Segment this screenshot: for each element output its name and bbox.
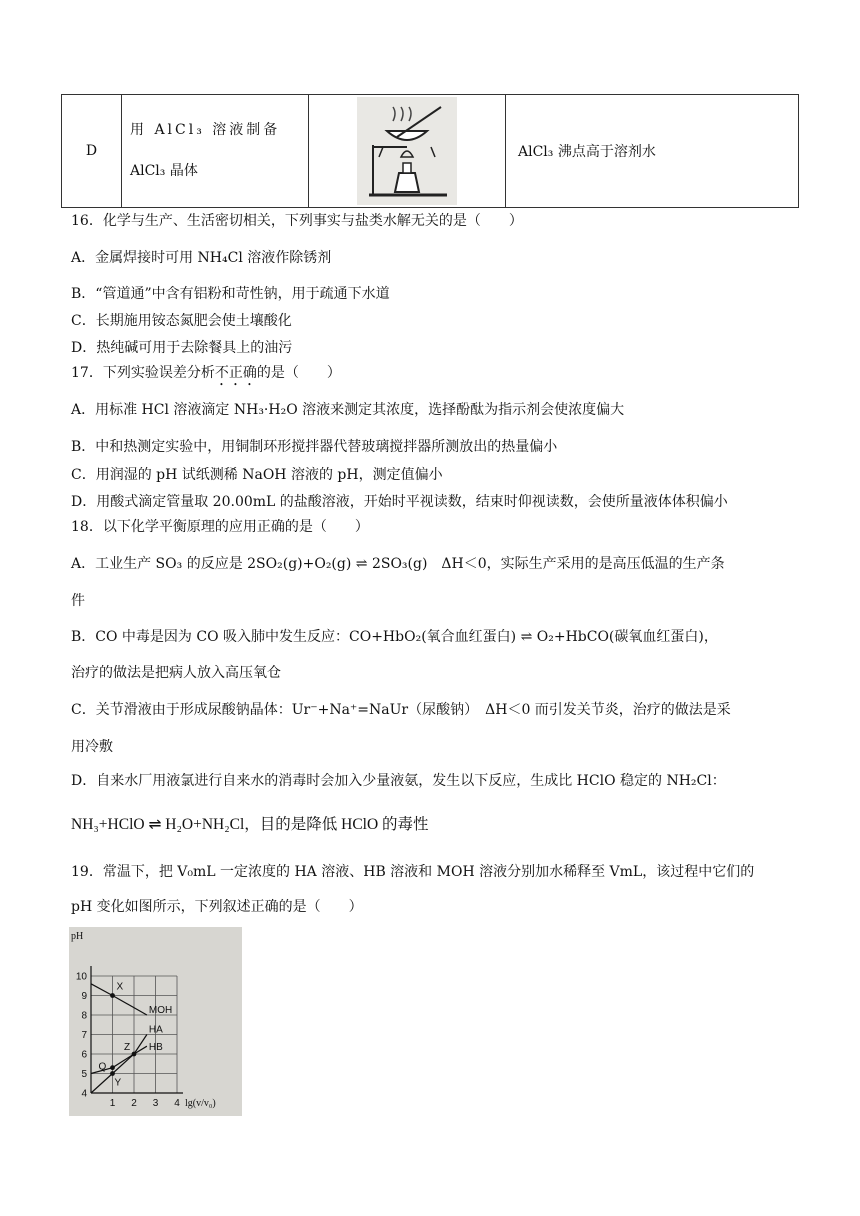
- y-tick-label: 6: [81, 1049, 87, 1061]
- q17-option-b: B．中和热测定实验中，用铜制环形搅拌器代替玻璃搅拌器所测放出的热量偏小: [71, 439, 558, 455]
- q16-option-b: B．“管道通”中含有铝粉和苛性钠，用于疏通下水道: [71, 286, 390, 302]
- q19-stem-line2: pH 变化如图所示，下列叙述正确的是（ ）: [71, 899, 363, 915]
- point-q: [110, 1065, 115, 1070]
- point-label-x: X: [116, 981, 124, 993]
- series-label-ha: HA: [148, 1024, 163, 1036]
- point-label-q: Q: [98, 1061, 107, 1073]
- y-tick-label: 9: [81, 991, 87, 1002]
- q16-stem: 16．化学与生产、生活密切相关，下列事实与盐类水解无关的是（ ）: [71, 213, 523, 229]
- y-tick-label: 10: [75, 971, 87, 983]
- point-z: [132, 1052, 137, 1057]
- x-tick-label: 4: [174, 1098, 180, 1109]
- q18-option-d-line1: D．自来水厂用液氯进行自来水的消毒时会加入少量液氨，发生以下反应，生成比 HClO 稳定的 NH₂Cl：: [71, 773, 726, 789]
- ph-chart-photo: [69, 927, 242, 1116]
- table-row: [62, 95, 799, 208]
- q17-stem-emphasis: 不正确: [214, 365, 257, 381]
- y-tick-label: 4: [81, 1088, 87, 1100]
- x-tick-label: 1: [109, 1098, 116, 1109]
- x-tick-label: 2: [131, 1098, 137, 1109]
- q17-option-c: C．用润湿的 pH 试纸测稀 NaOH 溶液的 pH，测定值偏小: [71, 467, 443, 483]
- q16-option-a: A．金属焊接时可用 NH₄Cl 溶液作除锈剂: [71, 250, 332, 266]
- q17-option-a: A．用标准 HCl 溶液滴定 NH₃·H₂O 溶液来测定其浓度，选择酚酞为指示剂会使浓度偏大: [71, 402, 625, 418]
- series-label-moh: MOH: [148, 1005, 173, 1016]
- q16-option-c: C．长期施用铵态氮肥会使土壤酸化: [71, 313, 292, 329]
- q18-option-c-line1: C．关节滑液由于形成尿酸钠晶体：Ur⁻+Na⁺=NaUr（尿酸钠） ΔH＜0 而引发关节炎，治疗的做法是采: [71, 702, 731, 718]
- y-axis-label: pH: [71, 931, 84, 942]
- operation-line-2: AlCl₃ 晶体: [130, 163, 198, 179]
- q17-stem-post: 的是（ ）: [256, 365, 341, 381]
- q18-option-a-line1: A．工业生产 SO₃ 的反应是 2SO₂(g)+O₂(g) ⇌ 2SO₃(g) ΔH＜0，实际生产采用的是高压低温的生产条: [71, 556, 725, 572]
- q17-stem-pre: 17．下列实验误差分析: [71, 365, 215, 381]
- y-tick-label: 7: [81, 1030, 87, 1041]
- apparatus-image-cell: [309, 95, 506, 208]
- q16-option-d: D．热纯碱可用于去除餐具上的油污: [71, 340, 293, 356]
- y-tick-label: 5: [81, 1069, 87, 1080]
- y-tick-label: 8: [81, 1010, 87, 1022]
- point-label-y: Y: [114, 1077, 122, 1089]
- q18-option-b-line1: B．CO 中毒是因为 CO 吸入肺中发生反应：CO+HbO₂(氧合血红蛋白) ⇌ O₂+HbCO(碳氧血红蛋白)，: [71, 629, 718, 645]
- q18-option-d-line2: NH₃+HClO ⇌ H₂O+NH₂Cl，目的是降低 HClO 的毒性: [71, 816, 429, 833]
- operation-cell: [122, 95, 309, 208]
- evaporating-dish-apparatus-icon: [357, 97, 457, 205]
- q18-option-c-line2: 用冷敷: [71, 739, 113, 755]
- ph-dilution-chart: [69, 927, 242, 1116]
- point-y: [110, 1071, 115, 1076]
- q18-option-b-line2: 治疗的做法是把病人放入高压氧仓: [71, 665, 281, 681]
- operation-line-1: 用 AlCl₃ 溶液制备: [130, 122, 281, 139]
- q19-stem-line1: 19．常温下，把 V₀mL 一定浓度的 HA 溶液、HB 溶液和 MOH 溶液分别加水稀释至 VmL，该过程中它们的: [71, 864, 755, 880]
- point-x: [110, 993, 115, 998]
- q17-option-d: D．用酸式滴定管量取 20.00mL 的盐酸溶液，开始时平视读数，结束时仰视读数，会使所量液体体积偏小: [71, 494, 728, 510]
- option-table: [61, 94, 799, 208]
- q18-stem: 18．以下化学平衡原理的应用正确的是（ ）: [71, 519, 369, 535]
- point-label-z: Z: [124, 1042, 131, 1053]
- x-tick-label: 3: [152, 1098, 159, 1109]
- series-label-hb: HB: [148, 1042, 163, 1054]
- row-letter: D: [62, 95, 122, 208]
- x-axis-label: lg(v/v₀): [185, 1098, 216, 1109]
- q18-option-a-line2: 件: [71, 593, 85, 609]
- q17-stem: [71, 363, 341, 389]
- reason-cell: AlCl₃ 沸点高于溶剂水: [506, 95, 799, 208]
